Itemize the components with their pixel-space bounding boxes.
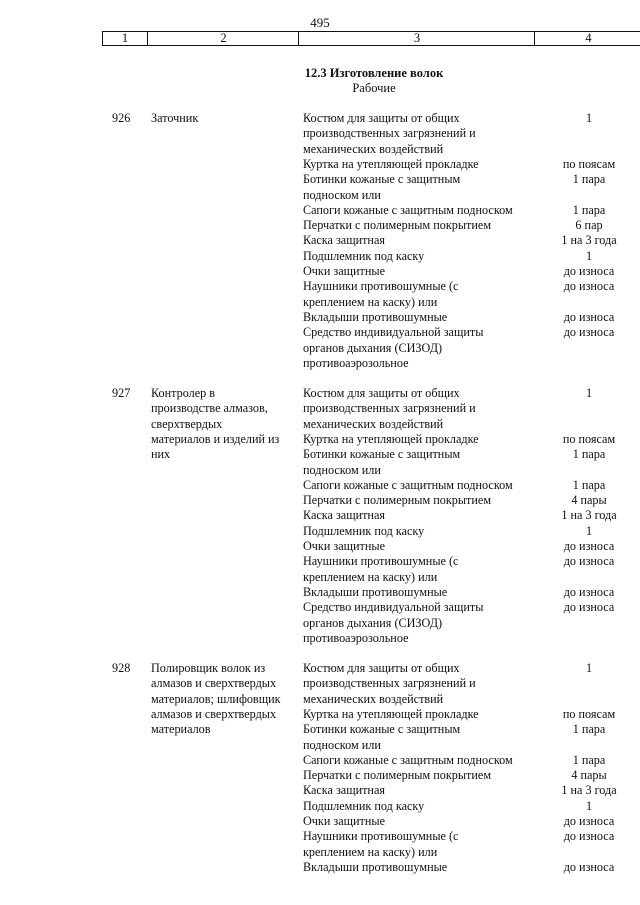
item-quantity: до износа: [563, 584, 615, 599]
item-quantity: по поясам: [562, 431, 616, 446]
item-name-line: Ботинки кожаные с защитным: [303, 172, 461, 187]
item-quantity: 6 пар: [575, 218, 603, 233]
item-name-line: Сапоги кожаные с защитным подноском: [303, 752, 513, 767]
item-quantity: 4 пары: [571, 493, 607, 508]
item-name-line: Перчатки с полимерным покрытием: [303, 218, 492, 233]
item-name-line: производственных загрязнений и: [303, 401, 476, 416]
item-name-line: противоаэрозольное: [303, 355, 409, 370]
item-name-line: механических воздействий: [303, 691, 444, 706]
item-quantity: до износа: [563, 814, 615, 828]
item-name-line: Средство индивидуальной защиты: [303, 600, 484, 615]
section-subtitle: Рабочие: [352, 81, 396, 95]
occupation-line: них: [151, 447, 171, 462]
item-quantity: до износа: [563, 859, 615, 874]
occupation-line: Заточник: [151, 111, 199, 125]
entry-number: 927: [112, 386, 131, 400]
occupation-line: материалов и изделий из: [151, 431, 280, 446]
item-quantity: 1: [585, 661, 593, 675]
item-name-line: Вкладыши противошумные: [303, 584, 448, 599]
item-quantity: до износа: [563, 829, 615, 844]
item-quantity: до износа: [563, 309, 615, 324]
item-name-line: креплением на каску) или: [303, 294, 438, 309]
item-name-line: противоаэрозольное: [303, 630, 409, 645]
column-header-3: 3: [298, 32, 535, 45]
item-quantity: до износа: [563, 279, 615, 294]
item-name-line: Подшлемник под каску: [303, 248, 425, 263]
item-quantity: 1 пара: [572, 172, 606, 187]
item-name-line: Ботинки кожаные с защитным: [303, 447, 461, 462]
occupation-line: материалов; шлифовщик: [151, 691, 281, 706]
item-quantity: 4 пары: [571, 768, 607, 783]
item-quantity: по поясам: [562, 706, 616, 721]
occupation-line: Полировщик волок из: [151, 661, 266, 675]
item-name-line: Костюм для защиты от общих: [303, 111, 460, 125]
item-name-line: Наушники противошумные (с: [303, 554, 459, 569]
item-name-line: Костюм для защиты от общих: [303, 386, 460, 400]
item-name-line: Куртка на утепляющей прокладке: [303, 156, 479, 171]
item-name-line: Куртка на утепляющей прокладке: [303, 706, 479, 721]
item-name-line: Очки защитные: [303, 264, 385, 278]
item-name-line: Сапоги кожаные с защитным подноском: [303, 202, 513, 217]
item-quantity: 1 на 3 года: [561, 508, 617, 523]
item-name-line: Каска защитная: [303, 233, 385, 248]
item-quantity: по поясам: [562, 156, 616, 171]
item-quantity: до износа: [563, 600, 615, 615]
item-name-line: Наушники противошумные (с: [303, 279, 459, 294]
occupation-line: сверхтвердых: [151, 416, 223, 431]
occupation-line: производстве алмазов,: [151, 401, 268, 416]
page-number: 495: [310, 15, 330, 30]
item-quantity: 1: [585, 798, 593, 813]
item-name-line: креплением на каску) или: [303, 844, 438, 859]
item-name-line: Каска защитная: [303, 508, 385, 523]
item-name-line: Наушники противошумные (с: [303, 829, 459, 844]
section-title: 12.3 Изготовление волок: [304, 66, 444, 80]
item-name-line: органов дыхания (СИЗОД): [303, 615, 443, 630]
column-header-4: 4: [534, 32, 640, 45]
column-header-row: [102, 31, 640, 46]
entry-number: 928: [112, 661, 131, 675]
item-name-line: Подшлемник под каску: [303, 798, 425, 813]
item-name-line: Подшлемник под каску: [303, 523, 425, 538]
column-header-1: 1: [121, 31, 129, 45]
item-name-line: подноском или: [303, 737, 381, 752]
item-name-line: производственных загрязнений и: [303, 126, 476, 141]
item-name-line: Очки защитные: [303, 539, 385, 553]
occupation-line: Контролер в: [151, 386, 216, 400]
item-quantity: до износа: [563, 264, 615, 278]
item-name-line: Куртка на утепляющей прокладке: [303, 431, 479, 446]
item-name-line: подноском или: [303, 462, 381, 477]
occupation-line: материалов: [151, 722, 211, 737]
occupation-line: алмазов и сверхтвердых: [151, 676, 277, 691]
item-quantity: 1 пара: [572, 722, 606, 737]
item-name-line: Вкладыши противошумные: [303, 309, 448, 324]
item-name-line: Вкладыши противошумные: [303, 859, 448, 874]
item-name-line: производственных загрязнений и: [303, 676, 476, 691]
item-name-line: Каска защитная: [303, 783, 385, 798]
item-quantity: 1: [585, 248, 593, 263]
item-name-line: Сапоги кожаные с защитным подноском: [303, 477, 513, 492]
item-name-line: Средство индивидуальной защиты: [303, 325, 484, 340]
item-quantity: 1 пара: [572, 752, 606, 767]
item-quantity: 1 на 3 года: [561, 233, 617, 248]
item-quantity: 1: [585, 111, 593, 125]
column-header-2: 2: [147, 32, 299, 45]
item-quantity: 1 пара: [572, 447, 606, 462]
item-name-line: Перчатки с полимерным покрытием: [303, 768, 492, 783]
item-name-line: креплением на каску) или: [303, 569, 438, 584]
item-name-line: Перчатки с полимерным покрытием: [303, 493, 492, 508]
item-quantity: 1 на 3 года: [561, 783, 617, 798]
item-quantity: до износа: [563, 539, 615, 553]
item-name-line: Ботинки кожаные с защитным: [303, 722, 461, 737]
item-quantity: 1 пара: [572, 202, 606, 217]
item-name-line: механических воздействий: [303, 416, 444, 431]
item-name-line: механических воздействий: [303, 141, 444, 156]
item-quantity: 1: [585, 386, 593, 400]
item-name-line: подноском или: [303, 187, 381, 202]
item-quantity: 1 пара: [572, 477, 606, 492]
item-name-line: Костюм для защиты от общих: [303, 661, 460, 675]
item-quantity: до износа: [563, 554, 615, 569]
item-name-line: Очки защитные: [303, 814, 385, 828]
item-name-line: органов дыхания (СИЗОД): [303, 340, 443, 355]
entry-number: 926: [112, 111, 131, 125]
item-quantity: 1: [585, 523, 593, 538]
item-quantity: до износа: [563, 325, 615, 340]
occupation-line: алмазов и сверхтвердых: [151, 706, 277, 721]
